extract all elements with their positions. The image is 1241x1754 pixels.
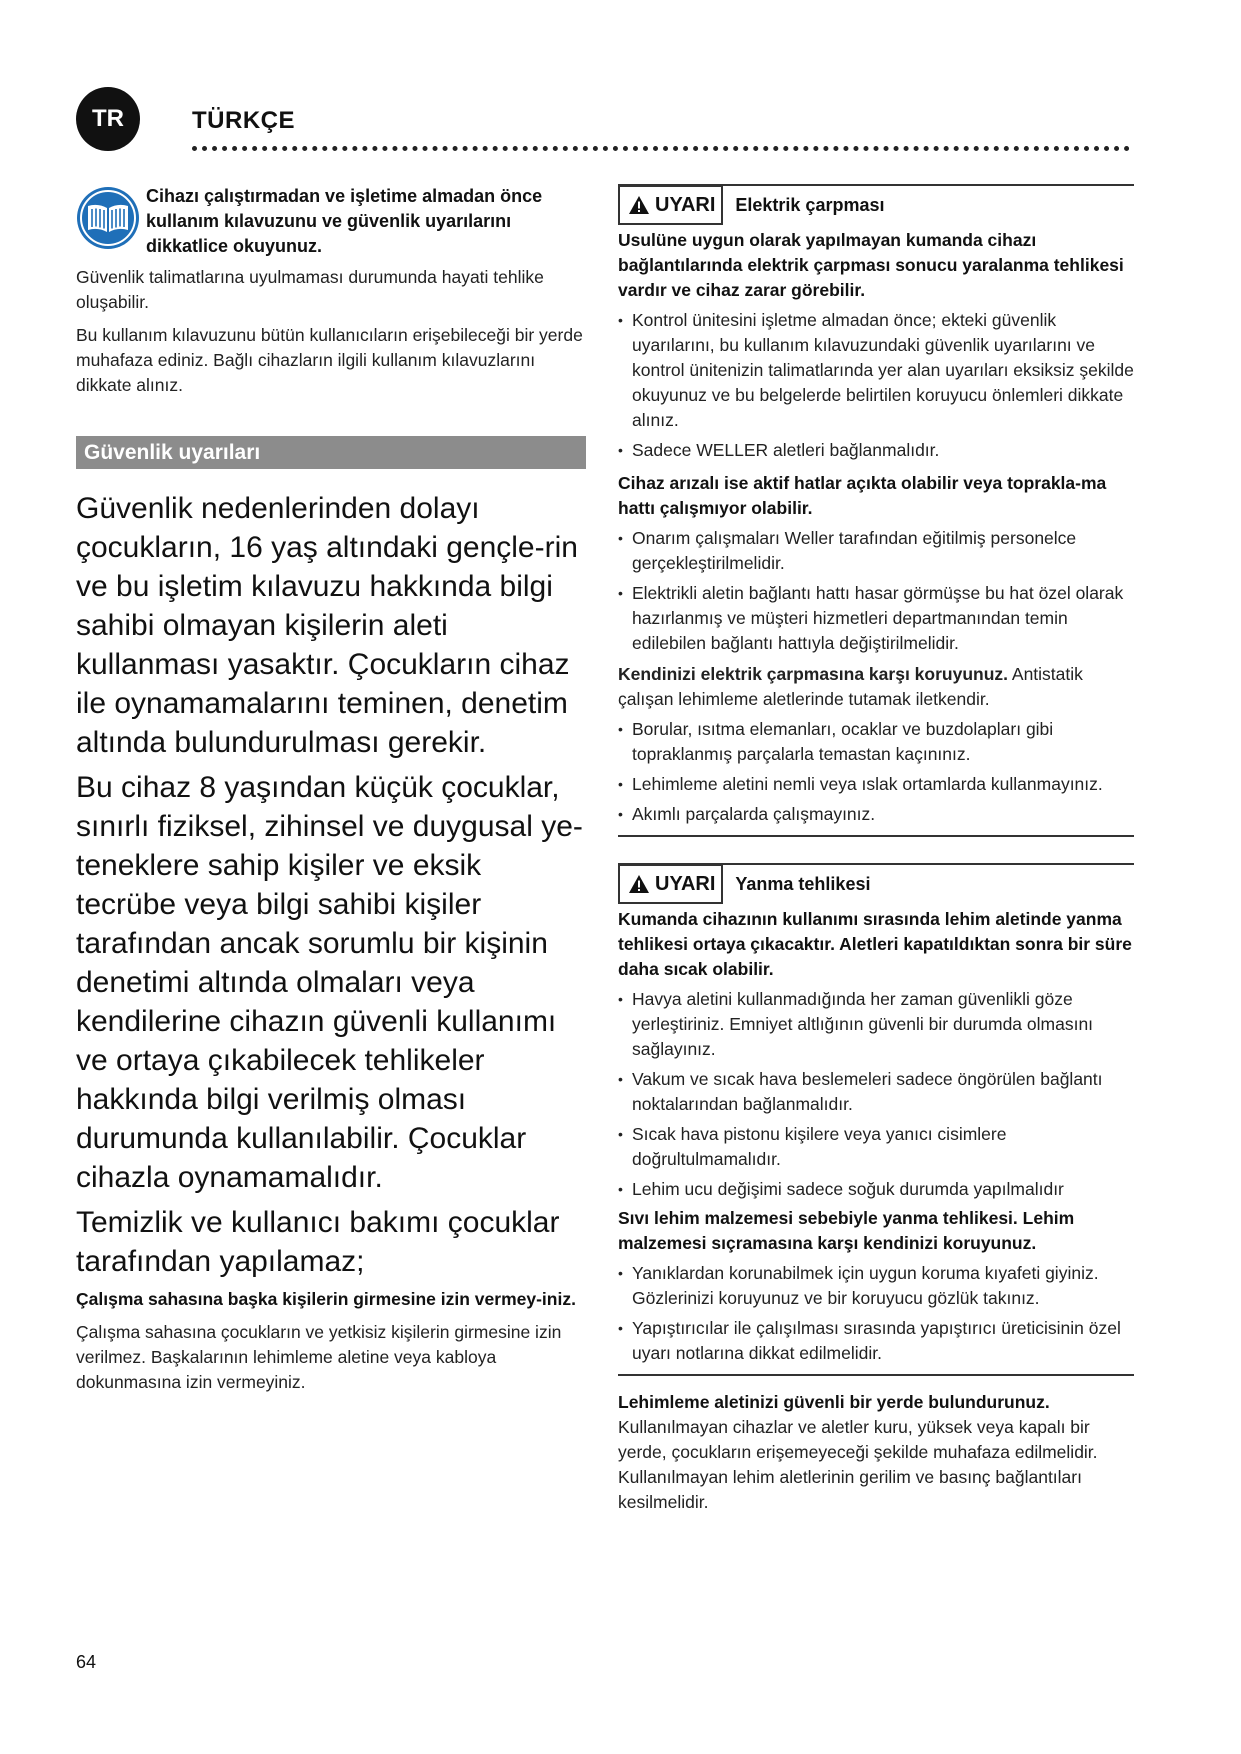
list-item: • Elektrikli aletin bağlantı hattı hasar görmüşse bu hat özel olarak hazırlanmış ve müşteri hizmetleri departmanından temin edilebilen bağlantı hattıyla değiştirilmelidir. <box>618 581 1134 656</box>
header-dotted-divider <box>192 146 1130 151</box>
warning-bold-text: Sıvı lehim malzemesi sebebiyle yanma tehlikesi. Lehim malzemesi sıçramasına karşı kendinizi koruyunuz. <box>618 1208 1075 1253</box>
warning-bullet-list <box>618 1261 1134 1366</box>
list-item: • Yanıklardan korunabilmek için uygun koruma kıyafeti giyiniz. Gözlerinizi koruyunuz ve bir koruyucu gözlük takınız. <box>618 1261 1134 1311</box>
list-item: • Lehim ucu değişimi sadece soğuk durumda yapılmalıdır <box>618 1177 1134 1202</box>
warning-tag-label: UYARI <box>655 193 716 216</box>
intro-paragraph-2: Bu kullanım kılavuzunu bütün kullanıcıların erişebileceği bir yerde muhafaza ediniz. Bağlı cihazların ilgili kullanım kılavuzlarını dikkate alınız. <box>76 325 583 395</box>
warning-bullet-list <box>618 308 1134 463</box>
list-item: • Kontrol ünitesini işletme almadan önce; ekteki güvenlik uyarılarını, bu kullanım kılavuzundaki güvenlik uyarılarını ve kontrol ünitenizin talimatlarında yer alan uyarıları eksiksiz şekilde okuyunuz ve bu belgelerde belirtilen koruyucu önlemleri dikkate alınız. <box>618 308 1134 433</box>
warning-tag <box>618 864 723 904</box>
warning-title: Yanma tehlikesi <box>735 873 871 894</box>
list-item: • Havya aletini kullanmadığında her zaman güvenlikli göze yerleştiriniz. Emniyet altlığının güvenli bir durumda olmasını sağlayınız. <box>618 987 1134 1062</box>
warning-tag-label: UYARI <box>655 872 716 895</box>
warning-bullet-list <box>618 526 1134 656</box>
safety-age-paragraph: Bu cihaz 8 yaşından küçük çocuklar, sınırlı fiziksel, zihinsel ve duygusal ye-teneklere sahip kişiler ve eksik tecrübe veya bilgi sahibi kişiler tarafından ancak sorumlu bir kişinin denetimi altında olmaları veya kendilerine cihazın güvenli kullanımı ve ortaya çıkabilecek tehlikeler hakkında bilgi verilmiş olması durumunda kullanılabilir. Çocuklar cihazla oynamamalıdır. <box>76 771 583 1194</box>
intro-bold-text: Cihazı çalıştırmadan ve işletime almadan önce kullanım kılavuzunu ve güvenlik uyarılarını dikkatlice okuyunuz. <box>146 186 543 256</box>
list-item: • Onarım çalışmaları Weller tarafından eğitilmiş personelce gerçekleştirilmelidir. <box>618 526 1134 576</box>
warning-inline-text: Antistatik çalışan lehimleme aletlerinde tutamak iletkendir. <box>618 664 1083 709</box>
list-item: • Borular, ısıtma elemanları, ocaklar ve buzdolapları gibi topraklanmış parçalarla temastan kaçınınız. <box>618 717 1134 767</box>
warning-bold-text: Usulüne uygun olarak yapılmayan kumanda cihazı bağlantılarında elektrik çarpması sonucu yaralanma tehlikesi vardır ve cihaz zarar görebilir. <box>618 230 1124 300</box>
manual-book-icon <box>76 186 140 250</box>
storage-text: Kullanılmayan cihazlar ve aletler kuru, yüksek veya kapalı bir yerde, çocukların erişemeyeceği şekilde muhafaza edilmelidir. Kullanılmayan lehim aletlerinin gerilim ve basınç bağlantıları kesilmelidir. <box>618 1417 1098 1512</box>
warning-bullet-list <box>618 987 1134 1202</box>
safety-cleaning-paragraph: Temizlik ve kullanıcı bakımı çocuklar tarafından yapılamaz; <box>76 1206 560 1278</box>
list-item: • Sadece WELLER aletleri bağlanmalıdır. <box>618 438 1134 463</box>
warning-triangle-icon <box>628 874 650 894</box>
left-column <box>76 184 586 1395</box>
warning-inline-bold: Kendinizi elektrik çarpmasına karşı koruyunuz. <box>618 664 1008 684</box>
storage-section <box>618 1390 1134 1515</box>
warning-electric-shock <box>618 184 1134 837</box>
warning-title: Elektrik çarpması <box>735 194 885 215</box>
work-area-text: Çalışma sahasına çocukların ve yetkisiz kişilerin girmesine izin verilmez. Başkalarının lehimleme aletine veya kabloya dokunmasına izin vermeyiniz. <box>76 1322 562 1392</box>
right-column <box>618 184 1134 1515</box>
list-item: • Lehimleme aletini nemli veya ıslak ortamlarda kullanmayınız. <box>618 772 1134 797</box>
language-title: TÜRKÇE <box>192 107 295 134</box>
warning-bullet-list <box>618 717 1134 827</box>
warning-tag <box>618 185 723 225</box>
warning-mixed-paragraph <box>618 662 1134 712</box>
list-item: • Sıcak hava pistonu kişilere veya yanıcı cisimlere doğrultulmamalıdır. <box>618 1122 1134 1172</box>
safety-section-heading: Güvenlik uyarıları <box>76 436 586 469</box>
intro-notice <box>76 184 586 259</box>
work-area-bold: Çalışma sahasına başka kişilerin girmesine izin vermey-iniz. <box>76 1289 576 1309</box>
safety-children-paragraph: Güvenlik nedenlerinden dolayı çocukların, 16 yaş altındaki gençle-rin ve bu işletim kılavuzu hakkında bilgi sahibi olmayan kişilerin aleti kullanması yasaktır. Çocukların cihaz ile oynamamalarını teminen, denetim altında bulundurulması gerekir. <box>76 492 578 759</box>
warning-bold-text: Cihaz arızalı ise aktif hatlar açıkta olabilir veya toprakla-ma hattı çalışmıyor olabilir. <box>618 473 1107 518</box>
page-number: 64 <box>76 1652 97 1672</box>
list-item: • Vakum ve sıcak hava beslemeleri sadece öngörülen bağlantı noktalarından bağlanmalıdır. <box>618 1067 1134 1117</box>
warning-burn-hazard <box>618 863 1134 1376</box>
warning-bold-text: Kumanda cihazının kullanımı sırasında lehim aletinde yanma tehlikesi ortaya çıkacaktır. Aletleri kapatıldıktan sonra bir süre daha sıcak olabilir. <box>618 909 1132 979</box>
language-badge: TR <box>76 87 140 151</box>
warning-triangle-icon <box>628 195 650 215</box>
intro-paragraph-1: Güvenlik talimatlarına uyulmaması durumunda hayati tehlike oluşabilir. <box>76 267 544 312</box>
list-item: • Yapıştırıcılar ile çalışılması sırasında yapıştırıcı üreticisinin özel uyarı notlarına dikkat edilmelidir. <box>618 1316 1134 1366</box>
list-item: • Akımlı parçalarda çalışmayınız. <box>618 802 1134 827</box>
storage-bold: Lehimleme aletinizi güvenli bir yerde bulundurunuz. <box>618 1392 1050 1412</box>
